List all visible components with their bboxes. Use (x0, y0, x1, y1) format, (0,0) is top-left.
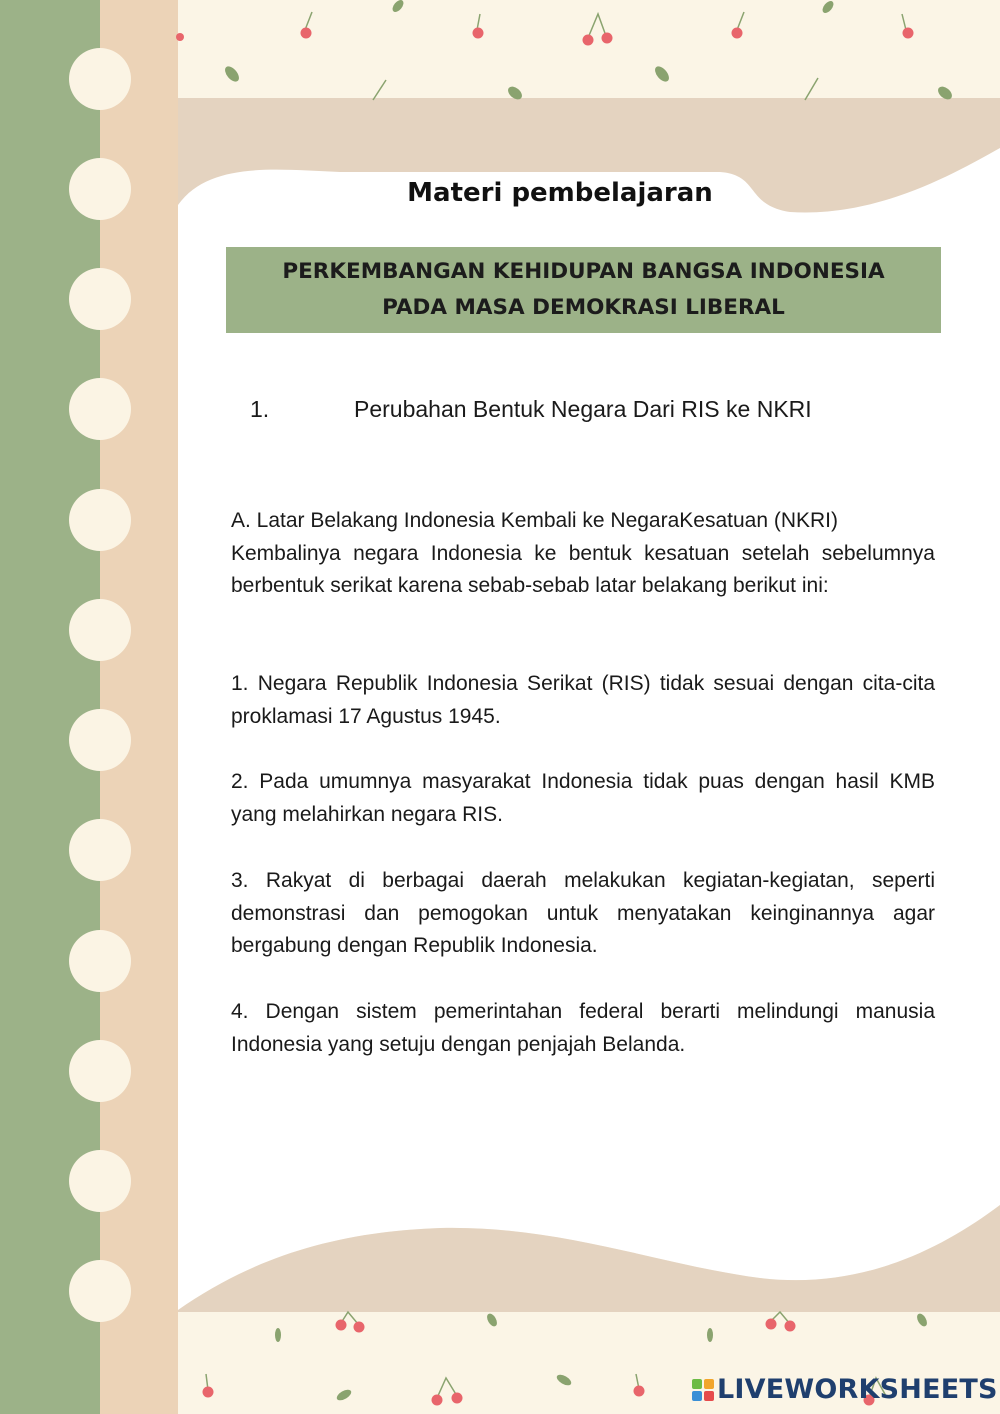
cherry-decor-top (305, 12, 906, 100)
title-banner (226, 247, 941, 333)
cherry-decor-top-fruit (176, 28, 914, 46)
section-number: 1. (250, 396, 270, 422)
subsection-heading: A. Latar Belakang Indonesia Kembali ke NegaraKesatuan (NKRI) (231, 509, 839, 532)
title-text (282, 254, 884, 326)
subsection-paragraph (231, 505, 935, 603)
liveworksheets-logo (692, 1374, 998, 1405)
point-item: 2. Pada umumnya masyarakat Indonesia tidak puas dengan hasil KMB yang melahirkan negara RIS. (231, 770, 935, 826)
liveworksheets-logo-icon (692, 1379, 714, 1401)
section-title-text: Perubahan Bentuk Negara Dari RIS ke NKRI (354, 396, 812, 422)
point-item: 1. Negara Republik Indonesia Serikat (RIS) tidak sesuai dengan cita-cita proklamasi 17 Agustus 1945. (231, 672, 935, 728)
point-item: 3. Rakyat di berbagai daerah melakukan kegiatan-kegiatan, seperti demonstrasi dan pemogokan untuk menyatakan keinginannya agar bergabung dengan Republik Indonesia. (231, 869, 935, 957)
page-heading: Materi pembelajaran (407, 178, 713, 208)
subsection-intro: Kembalinya negara Indonesia ke bentuk kesatuan setelah sebelumnya berbentuk serikat karena sebab-sebab latar belakang berikut ini: (231, 541, 935, 597)
title-line-2: PADA MASA DEMOKRASI LIBERAL (382, 295, 785, 320)
logo-text: LIVEWORKSHEETS (717, 1374, 998, 1405)
point-item: 4. Dengan sistem pemerintahan federal berarti melindungi manusia Indonesia yang setuju dengan penjajah Belanda. (231, 1000, 935, 1056)
leaf-decor-top (222, 0, 954, 102)
title-line-1: PERKEMBANGAN KEHIDUPAN BANGSA INDONESIA (282, 259, 885, 284)
